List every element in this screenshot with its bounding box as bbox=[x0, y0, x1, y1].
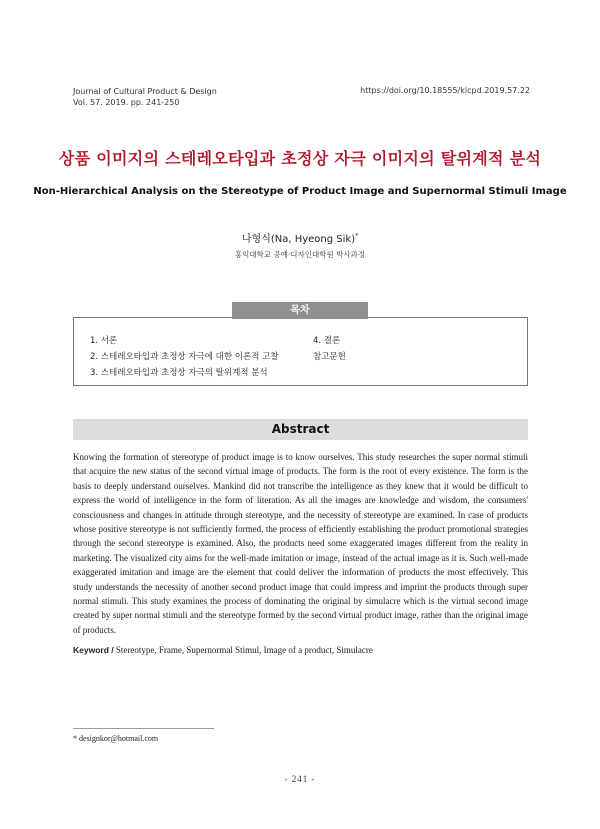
footnote-mark: * bbox=[73, 734, 77, 743]
volume-info: Vol. 57. 2019. pp. 241-250 bbox=[73, 98, 180, 107]
toc-item: 참고문헌 bbox=[313, 352, 346, 362]
keyword-text: Stereotype, Frame, Supernormal Stimul, Image of a product, Simulacre bbox=[115, 645, 373, 655]
title-korean: 상품 이미지의 스테레오타입과 초정상 자극 이미지의 탈위계적 분석 bbox=[58, 149, 542, 168]
author-line bbox=[0, 230, 600, 245]
keyword-line bbox=[73, 645, 373, 655]
page-number: - 241 - bbox=[284, 774, 316, 784]
journal-info bbox=[73, 86, 217, 108]
footnote-rule bbox=[73, 728, 214, 729]
journal-name: Journal of Cultural Product & Design bbox=[73, 87, 217, 96]
author-affiliation: 홍익대학교 공예·디자인대학원 박사과정 bbox=[234, 250, 366, 259]
doi-link[interactable]: https://doi.org/10.18555/kicpd.2019.57.22 bbox=[360, 86, 530, 95]
toc-left-column bbox=[90, 333, 279, 381]
toc-heading: 목차 bbox=[232, 302, 368, 319]
toc-item: 3. 스테레오타입과 초정상 자극의 탈위계적 분석 bbox=[90, 368, 268, 378]
footnote bbox=[73, 734, 158, 743]
author-name: 나형식(Na, Hyeong Sik) bbox=[241, 234, 356, 245]
toc-item: 1. 서론 bbox=[90, 336, 118, 346]
toc-right-column bbox=[313, 333, 346, 365]
abstract-body: Knowing the formation of stereotype of product image is to know ourselves. This study researches the super normal stimuli that acquire the new status of the second virtual image of products. The form is the root of every existence. The form is the basis to deeply understand ourselves. Mankind did not transcribe the intelligence as they knew that it would be difficult to express the world of intelligence in the form of literation. As all the images are knowledge and wisdom, the consumers' consciousness and changes in attitude through stereotype, and the necessity of stereotype are examined. In case of products whose positive stereotype is not sufficiently formed, the process of efficiently establishing the product promotional strategies through the second stereotype is examined. Also, the products need some exaggerated images different from the reality in marketing. The visualized city aims for the well-made imitation or image, instead of the actual image as it is. Such well-made exaggerated imitation and image are the element that could deliver the information of products the most effectively. This study understands the necessity of another second product image that could impress and imprint the products through super normal stimuli. This study examines the process of dominating the original by simulacre which is the virtual second image created by super normal stimuli and the stereotype formed by the second virtual product image, rather than the original image of products. bbox=[73, 452, 528, 635]
author-footnote-mark: * bbox=[355, 232, 359, 240]
abstract-heading: Abstract bbox=[73, 419, 528, 440]
keyword-label: Keyword / bbox=[73, 645, 114, 655]
toc-item: 2. 스테레오타입과 초정상 자극에 대한 이론적 고찰 bbox=[90, 352, 279, 362]
footnote-email[interactable]: designkor@hotmail.com bbox=[79, 734, 159, 743]
toc-item: 4. 결론 bbox=[313, 336, 341, 346]
title-english: Non-Hierarchical Analysis on the Stereotype of Product Image and Supernormal Stimuli Image bbox=[33, 186, 567, 197]
